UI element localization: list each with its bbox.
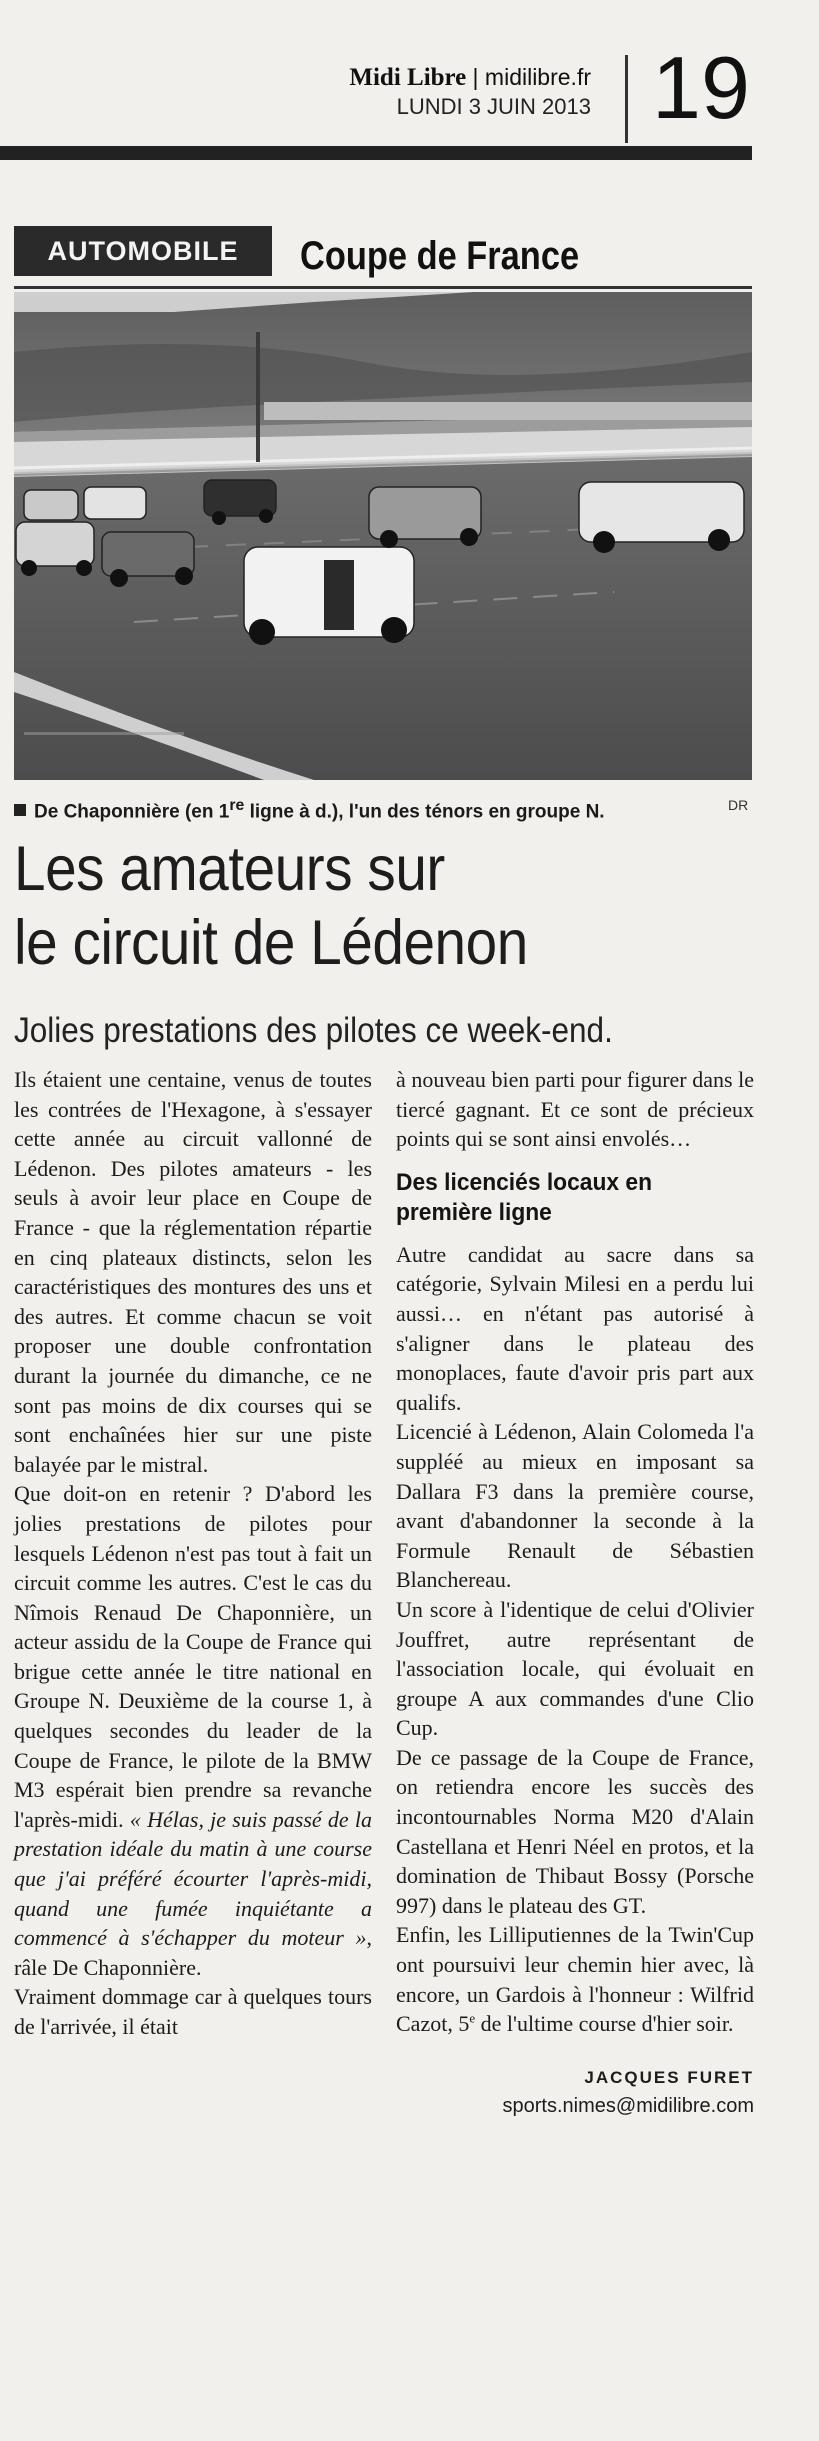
header-divider (625, 55, 628, 143)
publication-website: midilibre.fr (484, 64, 591, 90)
paragraph: à nouveau bien parti pour figurer dans le tiercé gagnant. Et ce sont de précieux points qui se sont ainsi envolés… (396, 1067, 754, 1152)
photo-credit: DR (728, 797, 749, 813)
paragraph: Ils étaient une centaine, venus de toutes les contrées de l'Hexagone, à s'essayer cette année au circuit vallonné de Lédenon. Des pilotes amateurs - les seuls à avoir leur place en Coupe de France - que la réglementation répartie en cinq plateaux distincts, selon les caractéristiques des montures des uns et des autres. Et comme chacun se voit proposer une double confrontation durant la journée du dimanche, ce ne sont pas moins de dix courses qui se sont enchaînées hier sur une piste balayée par le mistral. (14, 1067, 372, 1477)
top-rule (0, 146, 752, 160)
article-column-1 (14, 1065, 372, 2042)
race-photo (14, 292, 752, 780)
article-column-2 (396, 1065, 754, 2121)
caption-square-marker (14, 804, 26, 816)
issue-date: LUNDI 3 JUIN 2013 (396, 94, 591, 119)
page-number: 19 (652, 38, 750, 137)
section-rule (14, 286, 752, 289)
paragraph: Autre candidat au sacre dans sa catégorie, Sylvain Milesi en a perdu lui aussi… en n'étant pas autorisé à s'aligner dans le plateau des monoplaces, faute d'avoir pris part aux qualifs. (396, 1241, 754, 1415)
paragraph: Que doit-on en retenir ? D'abord les jolies prestations de pilotes pour lesquels Lédenon n'est pas tout à fait un circuit comme les autres. C'est le cas du Nîmois Renaud De Chaponnière, un acteur assidu de la Coupe de France qui brigue cette année le titre national en Groupe N. Deuxième de la course 1, à quelques secondes du leader de la Coupe de France, le pilote de la BMW M3 espérait bien prendre sa revanche l'après-midi. « Hélas, je suis passé de la prestation idéale du matin à une course que j'ai préféré écourter l'après-midi, quand une fumée inquiétante a commencé à s'échapper du moteur », râle De Chaponnière. (14, 1481, 372, 1980)
masthead (349, 62, 591, 121)
paragraph: Vraiment dommage car à quelques tours de l'arrivée, il était (14, 1984, 372, 2039)
article-headline: Les amateurs sur le circuit de Lédenon (14, 834, 528, 978)
author-email: sports.nimes@midilibre.com (502, 2094, 754, 2117)
section-subject: Coupe de France (300, 234, 580, 278)
paragraph: Enfin, les Lilliputiennes de la Twin'Cup ont poursuivi leur chemin hier avec, là encore, un Gardois à l'honneur : Wilfrid Cazot, 5e de l'ultime course d'hier soir. (396, 1922, 754, 2037)
section-rubric: AUTOMOBILE (14, 226, 272, 276)
paragraph: Licencié à Lédenon, Alain Colomeda l'a suppléé au mieux en imposant sa Dallara F3 dans la première course, avant d'abandonner la seconde à la Formule Renault de Sébastien Blanchereau. (396, 1419, 754, 1593)
photo-caption: De Chaponnière (en 1re ligne à d.), l'un des ténors en groupe N. (14, 793, 752, 825)
publication-line: Midi Libre | midilibre.fr (349, 64, 591, 91)
author-signature: JACQUES FURET (584, 2067, 754, 2087)
subheading: Des licenciés locaux en première ligne (396, 1168, 653, 1226)
race-photo-image (14, 292, 752, 780)
publication-name: Midi Libre (349, 64, 467, 91)
article-standfirst: Jolies prestations des pilotes ce week-end. (14, 1011, 613, 1050)
paragraph: Un score à l'identique de celui d'Olivier Jouffret, autre représentant de l'association locale, qui évoluait en groupe A aux commandes d'une Clio Cup. (396, 1596, 754, 1741)
paragraph: De ce passage de la Coupe de France, on retiendra encore les succès des incontournables Norma M20 d'Alain Castellana et Henri Néel en protos, et la domination de Thibaut Bossy (Porsche 997) dans le plateau des GT. (396, 1744, 754, 1918)
